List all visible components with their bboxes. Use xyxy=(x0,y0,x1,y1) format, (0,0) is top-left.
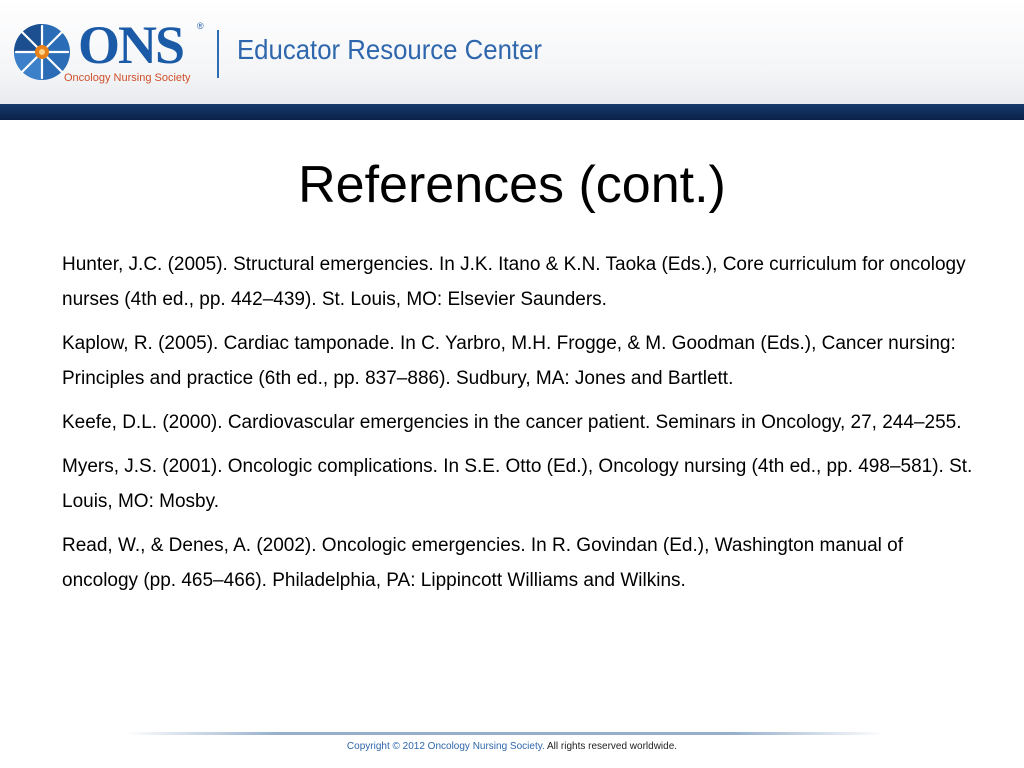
copyright-text: Copyright © 2012 Oncology Nursing Society. xyxy=(346,741,545,752)
reference-list xyxy=(62,247,982,607)
header-rule-bar xyxy=(0,104,1024,120)
registered-mark: ® xyxy=(197,21,204,31)
header-banner xyxy=(0,0,1024,104)
slide-title: References (cont.) xyxy=(298,156,726,214)
footer-divider xyxy=(125,732,885,735)
logo-tagline: Oncology Nursing Society xyxy=(64,72,191,84)
reference-item-hunter: Hunter, J.C. (2005). Structural emergencies. In J.K. Itano & K.N. Taoka (Eds.), Core curriculum for oncology nurses (4th ed., pp. 442–439). St. Louis, MO: Elsevier Saunders. xyxy=(62,254,966,310)
reference-item-keefe: Keefe, D.L. (2000). Cardiovascular emergencies in the cancer patient. Seminars in Oncology, 27, 244–255. xyxy=(62,412,962,433)
ons-logo xyxy=(12,12,222,94)
header-title: Educator Resource Center xyxy=(237,34,542,65)
copyright-notice xyxy=(0,740,1024,754)
logo-letters: ONS xyxy=(78,15,184,75)
reference-item-read: Read, W., & Denes, A. (2002). Oncologic emergencies. In R. Govindan (Ed.), Washington manual of oncology (pp. 465–466). Philadelphia, PA: Lippincott Williams and Wilkins. xyxy=(62,535,903,591)
reference-item-kaplow: Kaplow, R. (2005). Cardiac tamponade. In C. Yarbro, M.H. Frogge, & M. Goodman (Eds.), Cancer nursing: Principles and practice (6th ed., pp. 837–886). Sudbury, MA: Jones and Bartlett. xyxy=(62,333,956,389)
rights-text: All rights reserved worldwide. xyxy=(547,741,678,752)
header-divider xyxy=(217,30,219,78)
reference-item-myers: Myers, J.S. (2001). Oncologic complications. In S.E. Otto (Ed.), Oncology nursing (4th ed., pp. 498–581). St. Louis, MO: Mosby. xyxy=(62,456,973,512)
